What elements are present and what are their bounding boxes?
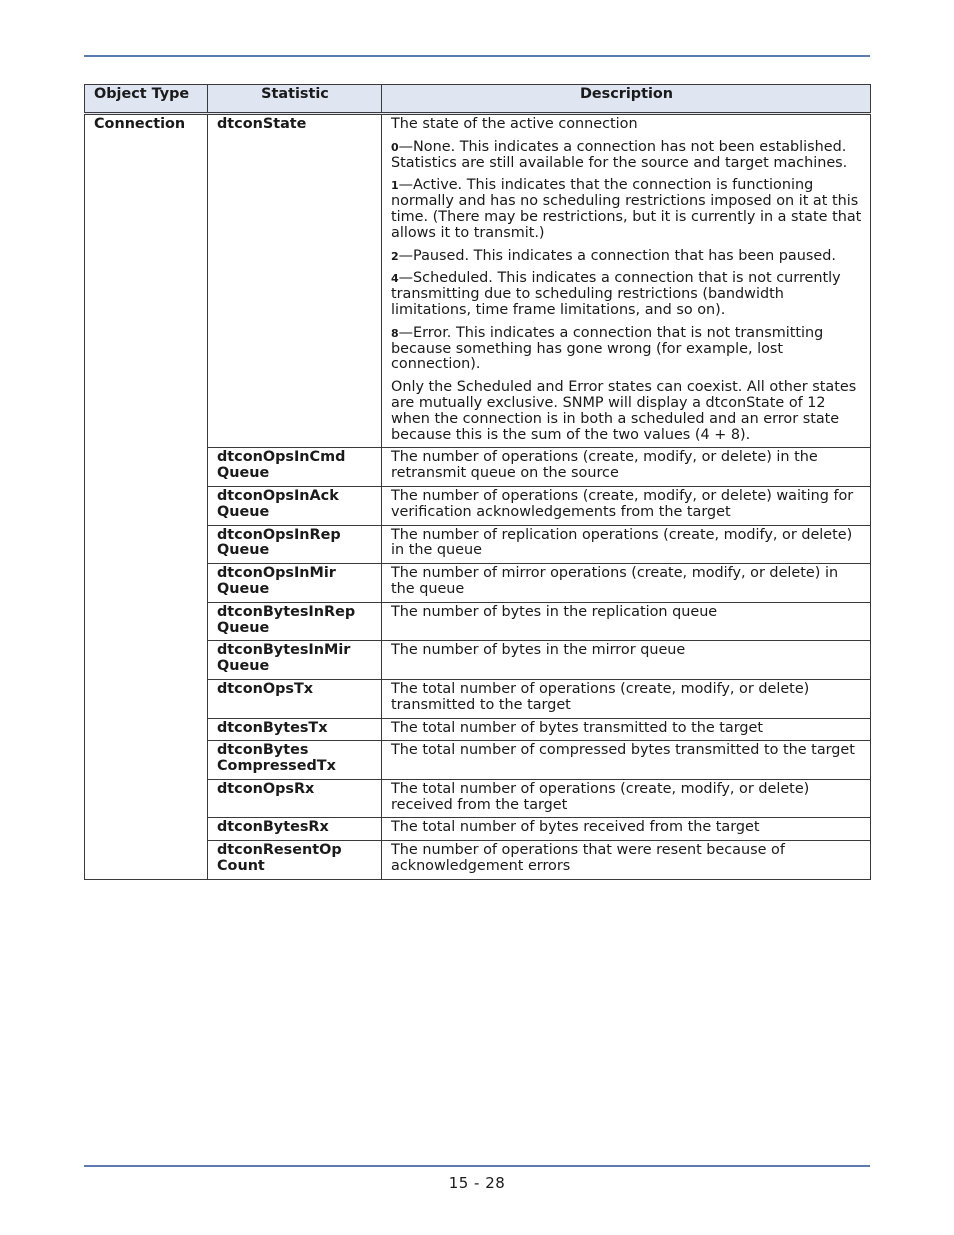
description-cell: The number of operations (create, modify, or delete) in the retransmit queue on the source [382, 448, 871, 487]
state-text: —Paused. This indicates a connection that has been paused. [398, 247, 836, 264]
state-code: 1 [391, 179, 399, 193]
description-cell: The number of operations (create, modify, or delete) waiting for verification acknowledgements from the target [382, 486, 871, 525]
state-code: 0 [391, 140, 399, 154]
description-cell: The total number of bytes transmitted to the target [382, 718, 871, 741]
footer-rule [84, 1165, 870, 1167]
statistic-cell: dtconBytes CompressedTx [208, 741, 382, 780]
object-type-cell: Connection [85, 114, 208, 880]
page-number: 15 - 28 [448, 1174, 506, 1192]
state-item [391, 249, 862, 265]
description-cell: The number of replication operations (create, modify, or delete) in the queue [382, 525, 871, 564]
statistic-cell: dtconOpsInCmd Queue [208, 448, 382, 487]
state-code: 2 [391, 249, 399, 263]
table-row [85, 114, 871, 448]
state-text: —Error. This indicates a connection that is not transmitting because something has gone wrong (for example, lost connection). [391, 324, 824, 373]
statistic-cell: dtconOpsInMir Queue [208, 564, 382, 603]
statistics-table [84, 84, 871, 880]
statistic-cell: dtconOpsInAck Queue [208, 486, 382, 525]
description-cell: The number of operations that were resent because of acknowledgement errors [382, 841, 871, 880]
statistic-cell: dtconState [208, 114, 382, 448]
statistic-cell: dtconBytesTx [208, 718, 382, 741]
description-cell: The number of bytes in the replication queue [382, 602, 871, 641]
state-item [391, 140, 862, 172]
statistic-cell: dtconOpsRx [208, 779, 382, 818]
description-cell [382, 114, 871, 448]
state-item [391, 271, 862, 318]
header-statistic: Statistic [208, 85, 382, 114]
statistic-cell: dtconBytesRx [208, 818, 382, 841]
description-cell: The number of bytes in the mirror queue [382, 641, 871, 680]
header-object-type: Object Type [85, 85, 208, 114]
statistic-cell: dtconOpsTx [208, 679, 382, 718]
description-cell: The total number of operations (create, modify, or delete) transmitted to the target [382, 679, 871, 718]
state-code: 4 [391, 272, 399, 286]
state-text: —None. This indicates a connection has not been established. Statistics are still available for the source and target machines. [391, 138, 848, 171]
state-item [391, 178, 862, 241]
description-cell: The total number of operations (create, modify, or delete) received from the target [382, 779, 871, 818]
header-description: Description [382, 85, 871, 114]
state-text: —Scheduled. This indicates a connection that is not currently transmitting due to scheduling restrictions (bandwidth limitations, time frame limitations, and so on). [391, 270, 841, 318]
state-code: 8 [391, 326, 399, 340]
statistic-cell: dtconResentOp Count [208, 841, 382, 880]
state-note: Only the Scheduled and Error states can coexist. All other states are mutually exclusive. SNMP will display a dtconState of 12 when the connection is in both a scheduled and an error state because this is the sum of the two values (4 + 8). [391, 379, 857, 443]
description-cell: The total number of compressed bytes transmitted to the target [382, 741, 871, 780]
statistic-cell: dtconBytesInRep Queue [208, 602, 382, 641]
table-header-row [85, 85, 871, 114]
header-rule [84, 55, 870, 57]
statistic-cell: dtconOpsInRep Queue [208, 525, 382, 564]
statistic-cell: dtconBytesInMir Queue [208, 641, 382, 680]
description-cell: The number of mirror operations (create, modify, or delete) in the queue [382, 564, 871, 603]
state-text: —Active. This indicates that the connection is functioning normally and has no scheduling restrictions imposed on it at this time. (There may be restrictions, but it is currently in a state that allows it to transmit.) [391, 177, 862, 241]
state-intro: The state of the active connection [391, 116, 638, 132]
state-item [391, 326, 862, 373]
description-cell: The total number of bytes received from the target [382, 818, 871, 841]
